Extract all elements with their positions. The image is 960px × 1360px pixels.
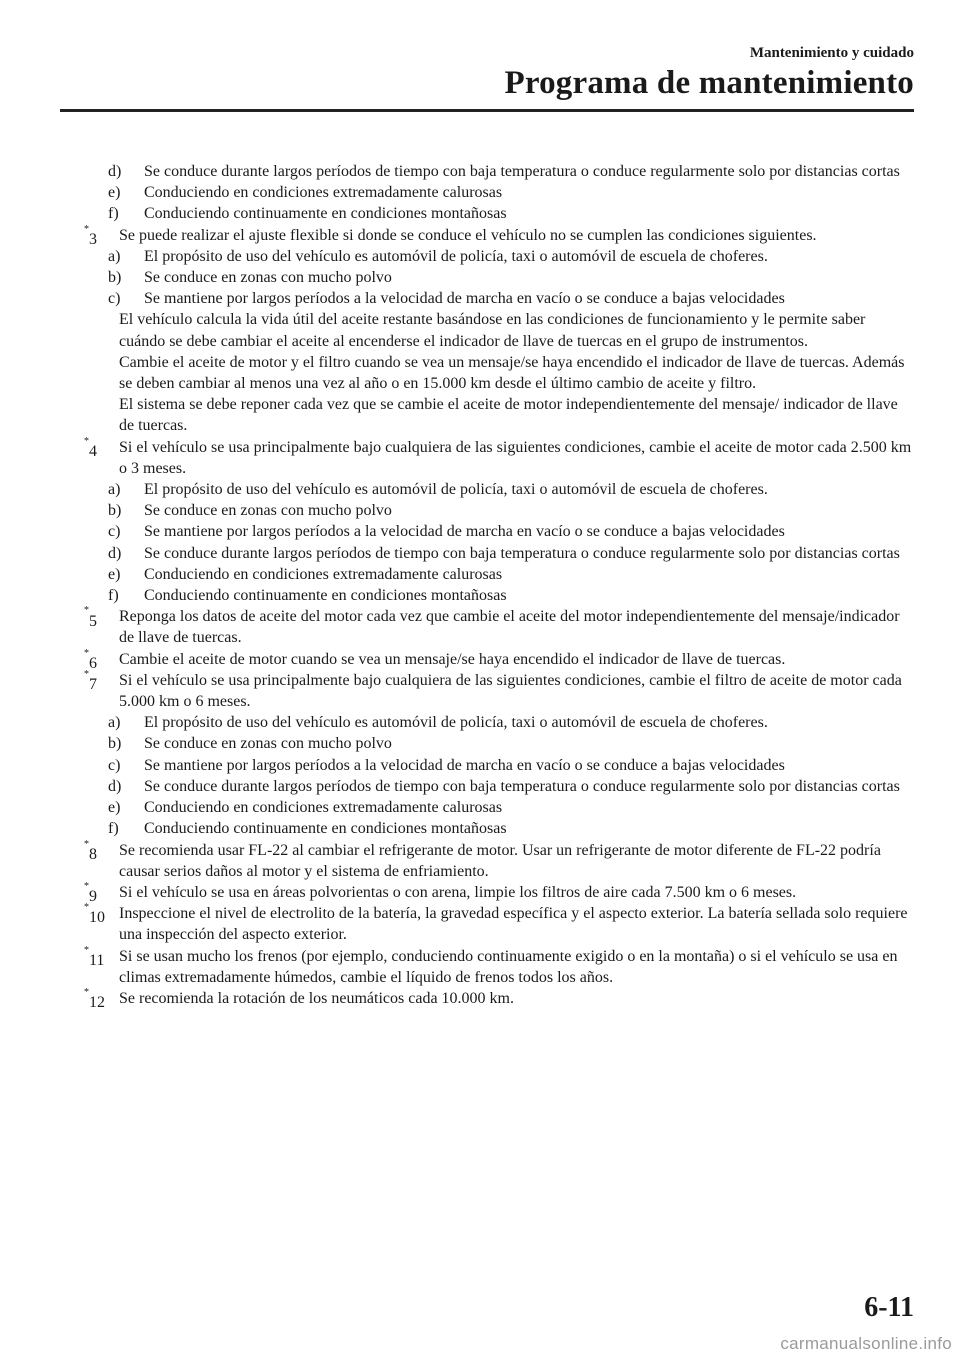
footnote-head	[84, 880, 914, 906]
list-item-text: Se conduce durante largos períodos de tiempo con baja temperatura o conduce regularmente solo por distancias cortas	[144, 544, 900, 562]
footnote-number-value: 3	[89, 230, 97, 248]
list-item	[84, 818, 914, 839]
list-item-letter: f)	[108, 820, 119, 838]
footnote-number	[84, 946, 104, 972]
list-item-letter: c)	[108, 756, 121, 774]
footnote-number-value: 7	[89, 676, 97, 694]
footnote	[84, 649, 914, 670]
list-item	[84, 246, 914, 267]
footnote-text: Se recomienda usar FL-22 al cambiar el refrigerante de motor. Usar un refrigerante de motor diferente de FL-22 podría causar serios daños al motor y el sistema de enfriamiento.	[119, 841, 881, 880]
list-item	[84, 267, 914, 288]
list-item-letter: a)	[108, 247, 121, 265]
footnote-head	[84, 649, 914, 670]
footnote-text: Si el vehículo se usa principalmente bajo cualquiera de las siguientes condiciones, cambie el aceite de motor cada 2.500 km o 3 meses.	[119, 438, 912, 477]
list-item	[84, 288, 914, 309]
footnote-marker: *	[84, 986, 89, 998]
footnote	[84, 670, 914, 840]
footnote	[84, 437, 914, 607]
footnote-number-value: 11	[89, 951, 105, 969]
footnote	[84, 986, 914, 1012]
footnote-text: Reponga los datos de aceite del motor cada vez que cambie el aceite del motor independientemente del mensaje/indicador de llave de tuercas.	[119, 608, 900, 647]
list-item	[84, 712, 914, 733]
footnote-marker: *	[84, 880, 89, 892]
footnote-number	[84, 437, 97, 463]
list-item-text: Se mantiene por largos períodos a la velocidad de marcha en vacío o se conduce a bajas velocidades	[144, 523, 785, 541]
footnote-text: Cambie el aceite de motor cuando se vea un mensaje/se haya encendido el indicador de llave de tuercas.	[119, 650, 786, 668]
list-item-text: Se mantiene por largos períodos a la velocidad de marcha en vacío o se conduce a bajas velocidades	[144, 290, 785, 308]
list-item-text: El propósito de uso del vehículo es automóvil de policía, taxi o automóvil de escuela de choferes.	[144, 714, 768, 732]
intro-list-item	[84, 203, 914, 224]
footnote	[84, 903, 914, 945]
list-item-text: Se conduce en zonas con mucho polvo	[144, 735, 392, 753]
footnote-number-value: 12	[89, 994, 105, 1012]
chapter-title: Programa de mantenimiento	[504, 65, 914, 101]
footnote-text: Si se usan mucho los frenos (por ejemplo, conduciendo continuamente exigido o en la montaña) o si el vehículo se usa en climas extremadamente húmedos, cambie el líquido de frenos todos los años.	[119, 947, 898, 986]
list-item-text: Se conduce durante largos períodos de tiempo con baja temperatura o conduce regularmente solo por distancias cortas	[144, 777, 900, 795]
list-item-letter: f)	[108, 205, 119, 223]
list-item-letter: e)	[108, 565, 121, 583]
list-item-letter: a)	[108, 714, 121, 732]
list-item	[84, 564, 914, 585]
list-item-letter: a)	[108, 481, 121, 499]
list-item-letter: d)	[108, 777, 122, 795]
footnote-head	[84, 946, 914, 988]
footnote-number-value: 8	[89, 845, 97, 863]
footnote-number-value: 5	[89, 612, 97, 630]
footnote-paragraph: El sistema se debe reponer cada vez que se cambie el aceite de motor independientemente del mensaje/ indicador de llave de tuercas.	[119, 396, 898, 435]
footnote	[84, 840, 914, 882]
list-item-text: El propósito de uso del vehículo es automóvil de policía, taxi o automóvil de escuela de choferes.	[144, 481, 768, 499]
intro-list-item	[84, 182, 914, 203]
list-item-text: Conduciendo continuamente en condiciones montañosas	[144, 205, 507, 223]
footnote-number	[84, 903, 105, 929]
list-item-text: El propósito de uso del vehículo es automóvil de policía, taxi o automóvil de escuela de choferes.	[144, 247, 768, 265]
watermark: carmanualsonline.info	[780, 1334, 952, 1353]
footnote-marker: *	[84, 435, 89, 447]
list-item	[84, 543, 914, 564]
footnote	[84, 606, 914, 648]
footnote-number-value: 4	[89, 442, 97, 460]
list-item-text: Conduciendo continuamente en condiciones montañosas	[144, 587, 507, 605]
footnote-number	[84, 988, 105, 1014]
list-item	[84, 755, 914, 776]
footnote-marker: *	[84, 668, 89, 680]
footnote-marker: *	[84, 647, 89, 659]
footnote	[84, 225, 914, 437]
footnote-head	[84, 606, 914, 648]
footnote	[84, 946, 914, 988]
list-item-letter: b)	[108, 502, 122, 520]
footnote-text: Si el vehículo se usa principalmente bajo cualquiera de las siguientes condiciones, cambie el filtro de aceite de motor cada 5.000 km o 6 meses.	[119, 671, 902, 711]
list-item	[84, 776, 914, 797]
footnote-marker: *	[84, 944, 89, 956]
footnote-text: Se recomienda la rotación de los neumáticos cada 10.000 km.	[119, 989, 514, 1007]
list-item-text: Conduciendo en condiciones extremadamente calurosas	[144, 565, 503, 583]
list-item-letter: c)	[108, 523, 121, 541]
list-item	[84, 500, 914, 521]
footnote-text: Si el vehículo se usa en áreas polvorientas o con arena, limpie los filtros de aire cada 7.500 km o 6 meses.	[119, 883, 797, 901]
list-item	[84, 797, 914, 818]
footnote-head	[84, 225, 914, 246]
footnote-marker: *	[84, 223, 89, 235]
list-item-text: Conduciendo en condiciones extremadamente calurosas	[144, 799, 503, 817]
footnote-text: Inspeccione el nivel de electrolito de la batería, la gravedad específica y el aspecto exterior. La batería sellada solo requiere una inspección del aspecto exterior.	[119, 905, 908, 944]
footnote-number-value: 9	[89, 888, 97, 906]
footnote-head	[84, 437, 914, 479]
list-item-text: Conduciendo continuamente en condiciones montañosas	[144, 820, 507, 838]
list-item-letter: e)	[108, 184, 121, 202]
footnote-number	[84, 840, 97, 866]
list-item-letter: d)	[108, 163, 122, 180]
footnote-marker: *	[84, 838, 89, 850]
list-item-letter: b)	[108, 735, 122, 753]
list-item-text: Se mantiene por largos períodos a la velocidad de marcha en vacío o se conduce a bajas velocidades	[144, 756, 785, 774]
list-item-text: Se conduce en zonas con mucho polvo	[144, 502, 392, 520]
footnote-head	[84, 986, 914, 1012]
footnote-number-value: 10	[89, 909, 105, 927]
footnote	[84, 880, 914, 906]
list-item-text: Se conduce durante largos períodos de tiempo con baja temperatura o conduce regularmente solo por distancias cortas	[144, 163, 900, 180]
footnote-head	[84, 903, 914, 945]
list-item-letter: d)	[108, 544, 122, 562]
list-item	[84, 733, 914, 754]
intro-list-item	[84, 161, 914, 182]
list-item-text: Conduciendo en condiciones extremadamente calurosas	[144, 184, 503, 202]
footnote-paragraph: El vehículo calcula la vida útil del aceite restante basándose en las condiciones de funcionamiento y le permite saber cuándo se debe cambiar el aceite al encenderse el indicador de llave de tuercas en el grupo de instrumentos.	[119, 311, 866, 350]
footnote-marker: *	[84, 605, 89, 617]
footnote-paragraph: Cambie el aceite de motor y el filtro cuando se vea un mensaje/se haya encendido el indicador de llave de tuercas. Además se deben cambiar al menos una vez al año o en 15.000 km desde el último cambio de aceite y filtro.	[119, 353, 905, 393]
footnote-head	[84, 840, 914, 882]
footnote-text: Se puede realizar el ajuste flexible si donde se conduce el vehículo no se cumplen las condiciones siguientes.	[119, 226, 817, 244]
page-header	[505, 44, 915, 102]
list-item	[84, 479, 914, 500]
footnote-number-value: 6	[89, 655, 97, 672]
list-item-letter: c)	[108, 290, 121, 308]
list-item-letter: b)	[108, 269, 122, 287]
footnote-number	[84, 606, 97, 632]
footnote-number	[84, 670, 97, 696]
page-number: 6-11	[864, 1292, 914, 1323]
header-rule	[60, 109, 914, 112]
section-title: Mantenimiento y cuidado	[749, 45, 914, 61]
list-item	[84, 521, 914, 542]
list-item-text: Se conduce en zonas con mucho polvo	[144, 269, 392, 287]
footnotes-body	[84, 161, 914, 1012]
footnote-head	[84, 670, 914, 712]
list-item-letter: e)	[108, 799, 121, 817]
list-item	[84, 585, 914, 606]
list-item-letter: f)	[108, 587, 119, 605]
footnote-marker: *	[84, 902, 89, 914]
